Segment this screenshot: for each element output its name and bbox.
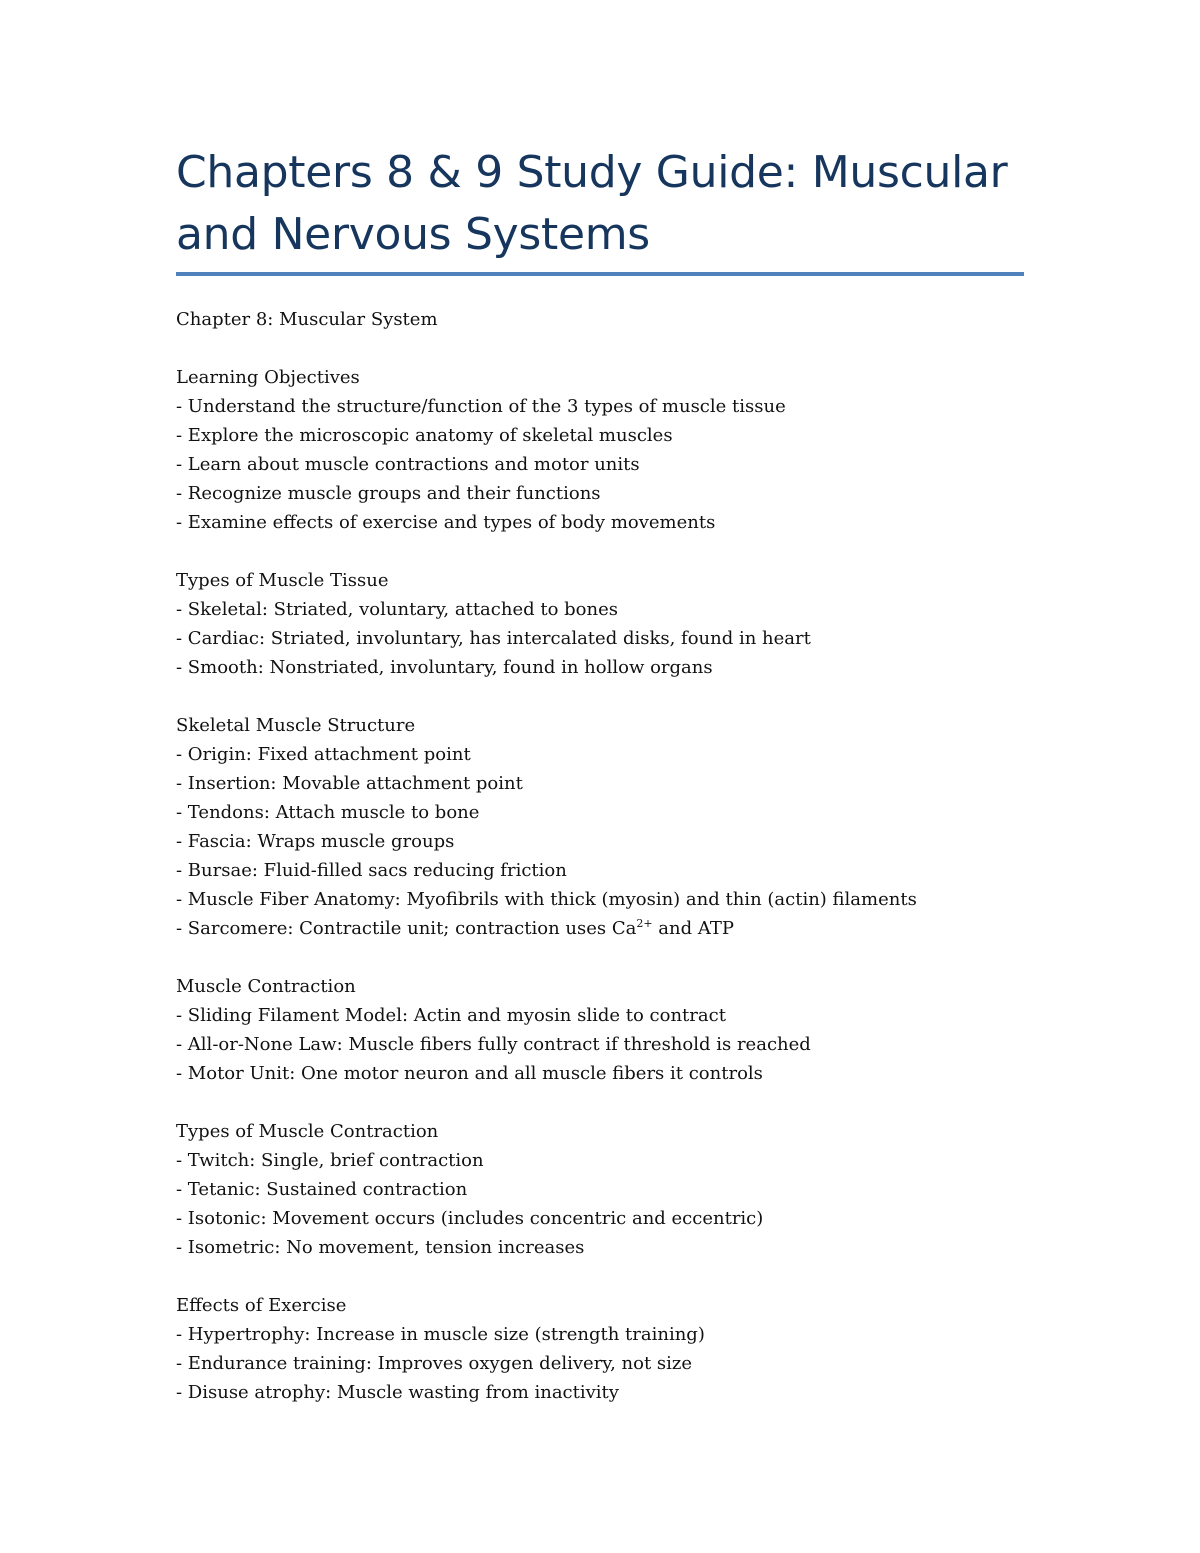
- chapter-heading: Chapter 8: Muscular System: [176, 309, 438, 330]
- list-item: - Muscle Fiber Anatomy: Myofibrils with thick (myosin) and thin (actin) filaments: [176, 889, 917, 910]
- list-item: - Learn about muscle contractions and motor units: [176, 454, 640, 475]
- list-item-sarcomere: [176, 914, 1036, 943]
- list-item: - Twitch: Single, brief contraction: [176, 1150, 484, 1171]
- section-heading: Effects of Exercise: [176, 1295, 347, 1316]
- list-item: - Cardiac: Striated, involuntary, has intercalated disks, found in heart: [176, 628, 811, 649]
- list-item: - Tetanic: Sustained contraction: [176, 1179, 468, 1200]
- list-item: - Bursae: Fluid-filled sacs reducing friction: [176, 860, 567, 881]
- list-item: - Smooth: Nonstriated, involuntary, found in hollow organs: [176, 657, 713, 678]
- list-item: - Isometric: No movement, tension increases: [176, 1237, 585, 1258]
- document-title: Chapters 8 & 9 Study Guide: Muscular and Nervous Systems: [176, 147, 1008, 260]
- list-item: - Isotonic: Movement occurs (includes concentric and eccentric): [176, 1208, 764, 1229]
- list-item: - Fascia: Wraps muscle groups: [176, 831, 455, 852]
- section-heading: Muscle Contraction: [176, 976, 356, 997]
- list-item: - Hypertrophy: Increase in muscle size (strength training): [176, 1324, 705, 1345]
- section-effects-of-exercise: [176, 1291, 1036, 1407]
- list-item: - Explore the microscopic anatomy of skeletal muscles: [176, 425, 673, 446]
- title-underline: [176, 272, 1024, 276]
- sarcomere-text-end: and ATP: [652, 918, 734, 939]
- section-types-of-muscle-contraction: [176, 1117, 1036, 1262]
- section-heading: Types of Muscle Contraction: [176, 1121, 439, 1142]
- list-item: - Understand the structure/function of the 3 types of muscle tissue: [176, 396, 786, 417]
- section-heading: Types of Muscle Tissue: [176, 570, 389, 591]
- section-learning-objectives: [176, 363, 1036, 537]
- document-body: [176, 305, 1036, 1407]
- list-item: - Sliding Filament Model: Actin and myosin slide to contract: [176, 1005, 726, 1026]
- section-muscle-contraction: [176, 972, 1036, 1088]
- list-item: - Tendons: Attach muscle to bone: [176, 802, 480, 823]
- list-item: - Examine effects of exercise and types of body movements: [176, 512, 716, 533]
- section-skeletal-muscle-structure: [176, 711, 1036, 943]
- list-item: - Recognize muscle groups and their functions: [176, 483, 601, 504]
- list-item: - All-or-None Law: Muscle fibers fully contract if threshold is reached: [176, 1034, 811, 1055]
- list-item: - Insertion: Movable attachment point: [176, 773, 523, 794]
- section-heading: Learning Objectives: [176, 367, 360, 388]
- list-item: - Origin: Fixed attachment point: [176, 744, 471, 765]
- calcium-charge-superscript: 2+: [636, 917, 653, 930]
- sarcomere-text: - Sarcomere: Contractile unit; contraction uses Ca: [176, 918, 637, 939]
- section-heading: Skeletal Muscle Structure: [176, 715, 416, 736]
- list-item: - Disuse atrophy: Muscle wasting from inactivity: [176, 1382, 619, 1403]
- list-item: - Motor Unit: One motor neuron and all muscle fibers it controls: [176, 1063, 763, 1084]
- list-item: - Endurance training: Improves oxygen delivery, not size: [176, 1353, 693, 1374]
- section-types-of-muscle-tissue: [176, 566, 1036, 682]
- list-item: - Skeletal: Striated, voluntary, attached to bones: [176, 599, 618, 620]
